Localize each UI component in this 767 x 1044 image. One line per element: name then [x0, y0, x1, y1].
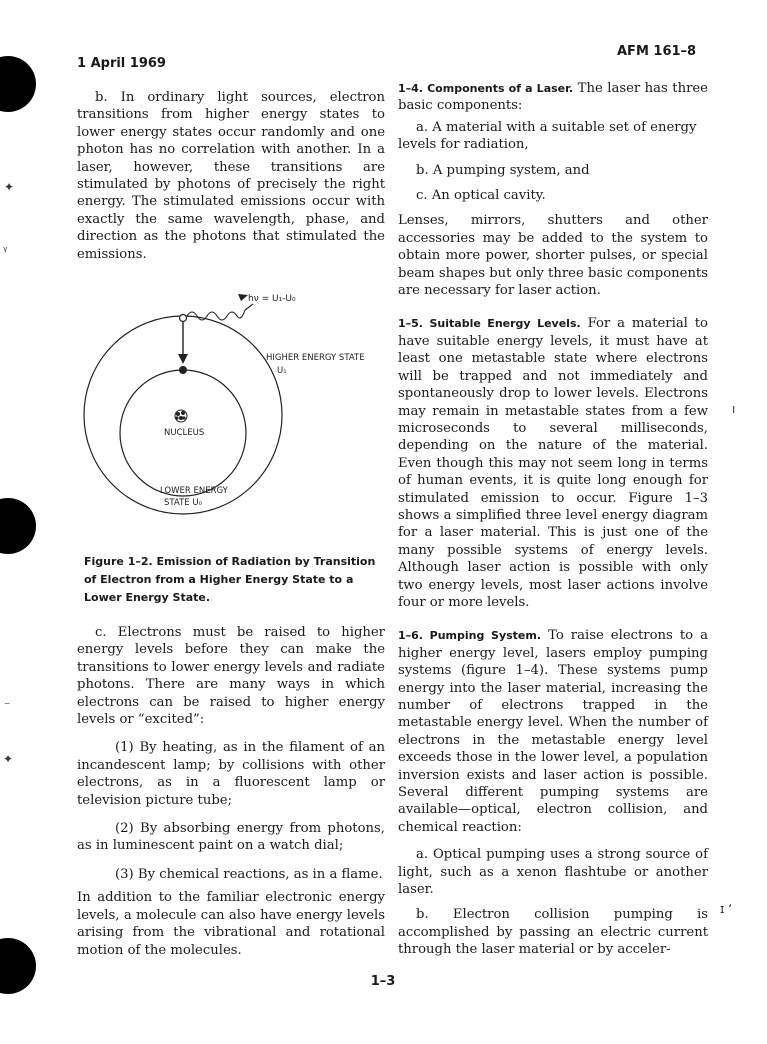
left-column-bottom — [77, 624, 385, 959]
list-item-3: (3) By chemical reactions, as in a flame. — [115, 866, 383, 882]
pumping-b: b. Electron collision pumping is accomplished by passing an electric current through the laser material or by acceler- — [398, 907, 708, 958]
nucleus-label: NUCLEUS — [164, 428, 205, 438]
right-column — [398, 80, 708, 959]
margin-mark: ᵧ — [3, 240, 8, 254]
margin-mark: ɪ ʻ — [720, 902, 733, 916]
higher-state-label: HIGHER ENERGY STATE — [266, 353, 365, 363]
punch-hole-bottom — [0, 938, 36, 994]
section-1-5-heading: 1–5. Suitable Energy Levels. — [398, 317, 581, 331]
list-item-1: (1) By heating, as in the filament of an incandescent lamp; by collisions with other electrons, as in a fluorescent lamp or television picture tube; — [77, 740, 385, 808]
figure-caption: Figure 1–2. Emission of Radiation by Transition of Electron from a Higher Energy State to a Lower Energy State. — [84, 555, 376, 604]
paragraph-b: b. In ordinary light sources, electron transitions from higher energy states to lower energy states occur randomly and one photon has no correlation with another. In a laser, however, these transitions are stimulated by photons of precisely the right energy. The stimulated emissions occur with exactly the same wavelength, phase, and direction as the photons that stimulated the emissions. — [77, 90, 385, 262]
component-c: c. An optical cavity. — [416, 188, 546, 204]
paragraph-c: c. Electrons must be raised to higher energy levels before they can make the transitions to lower energy levels and radiate photons. There are many ways in which electrons can be raised to higher energy levels or “excited”: — [77, 625, 385, 728]
lower-state-label: LOWER ENERGY — [160, 486, 228, 496]
section-1-6-heading: 1–6. Pumping System. — [398, 629, 542, 643]
nucleus-icon — [175, 410, 187, 422]
section-1-6 — [398, 627, 708, 836]
section-1-4-heading: 1–4. Components of a Laser. — [398, 82, 574, 95]
margin-mark: ✦ — [4, 180, 15, 194]
section-1-5-text: For a material to have suitable energy levels, it must have at least one metastable state where electrons will be trapped and not immediately and spontaneously drop to lower levels. Electrons may remain in metastable states from a few microseconds to several milliseconds, depending on the nature of the material. Even though this may not seem long in terms of human events, it is quite long enough for stimulated emission to occur. Figure 1–3 shows a simplified three level energy diagram for a laser material. This is just one of the many possible systems of energy levels. Although laser action is possible with only two energy levels, most laser actions involve four or more levels. — [398, 316, 708, 610]
margin-mark: ✦ — [3, 752, 14, 766]
header-date: 1 April 1969 — [77, 56, 166, 71]
figure-energy-states — [80, 284, 390, 534]
punch-hole-middle — [0, 498, 36, 554]
higher-state-symbol: U₁ — [277, 366, 287, 376]
photon-energy-label: hν = U₁-U₀ — [248, 294, 296, 304]
margin-mark: ⁻ — [4, 698, 11, 712]
components-closing: Lenses, mirrors, shutters and other accessories may be added to the system to obtain more power, shorter pulses, or special beam shapes but only three basic components are necessary for laser action. — [398, 213, 708, 299]
lower-state-symbol: STATE U₀ — [164, 498, 202, 508]
component-a: a. A material with a suitable set of energy levels for radiation, — [398, 119, 697, 153]
left-column-top — [77, 89, 385, 263]
section-1-6-text: To raise electrons to a higher energy level, lasers employ pumping systems (figure 1–4). These systems pump energy into the laser material, increasing the number of electrons trapped in the metastable energy level. When the number of electrons in the metastable energy level exceeds those in the lower level, a population inversion exists and laser action is possible. Several different pumping systems are available—optical, electron collision, and chemical reaction: — [398, 628, 708, 835]
header-doc-id: AFM 161–8 — [617, 44, 697, 59]
punch-hole-top — [0, 56, 36, 112]
list-item-2: (2) By absorbing energy from photons, as in luminescent paint on a watch dial; — [77, 821, 385, 854]
component-b: b. A pumping system, and — [416, 162, 590, 178]
page-number: 1–3 — [370, 974, 396, 989]
section-1-4-text: The laser has three basic components: — [398, 81, 708, 114]
section-1-5 — [398, 315, 708, 611]
margin-mark: ı — [732, 402, 736, 416]
pumping-a: a. Optical pumping uses a strong source of light, such as a xenon flashtube or another laser. — [398, 847, 708, 898]
section-1-4 — [398, 80, 708, 115]
paragraph-end: In addition to the familiar electronic energy levels, a molecule can also have energy levels arising from the vibrational and rotational motion of the molecules. — [77, 890, 385, 958]
